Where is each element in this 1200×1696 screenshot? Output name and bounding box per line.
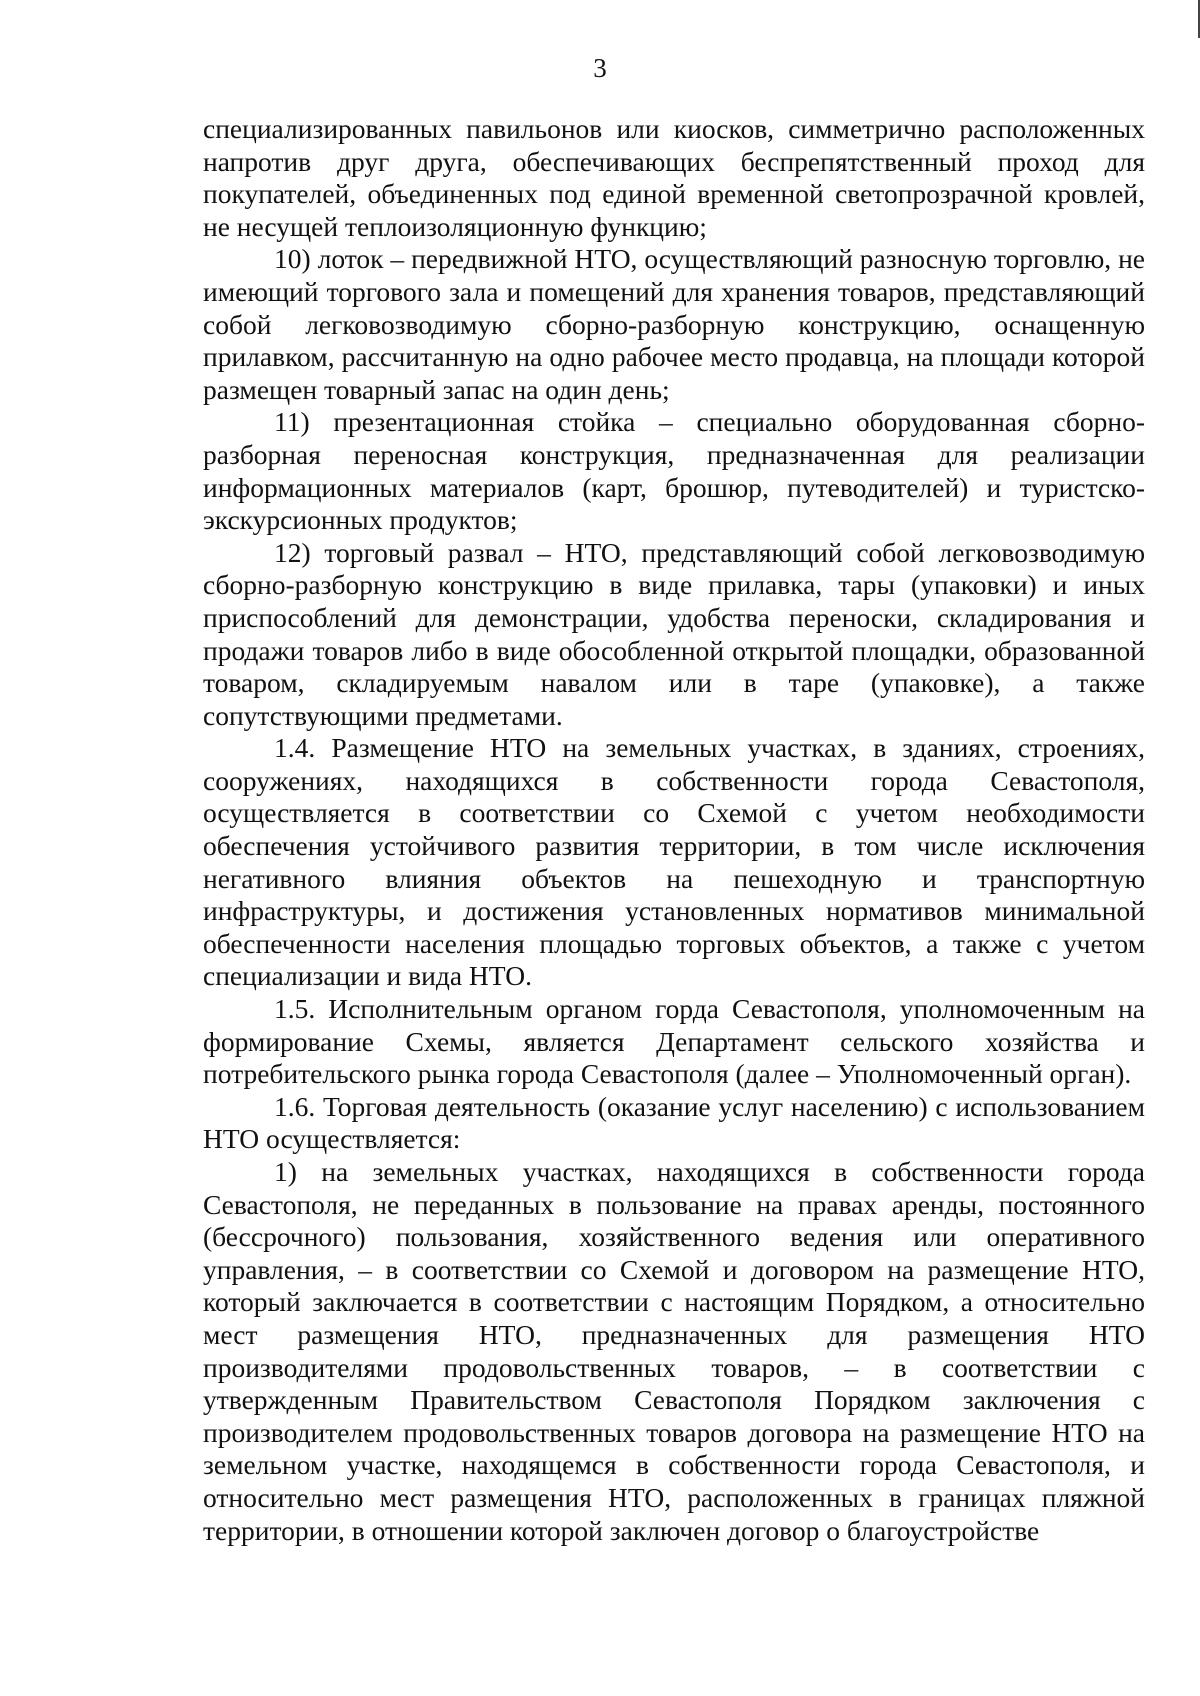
page-number: 3 [593, 53, 607, 83]
paragraph-item-12-trade-stall: 12) торговый развал – НТО, представляющий собой легковозводимую сборно-разборную конструкцию в виде прилавка, тары (упаковки) и иных приспособлений для демонстрации, удобства переноски, складирования и продажи товаров либо в виде обособленной открытой площадки, образованной товаром, складируемым навалом или в таре (упаковке), а также сопутствующими предметами. [203, 536, 1145, 731]
paragraph-item-11-presentation-stand: 11) презентационная стойка – специально оборудованная сборно-разборная переносная конструкция, предназначенная для реализации информационных материалов (карт, брошюр, путеводителей) и туристско-экскурсионных продуктов; [203, 406, 1145, 536]
paragraph-item-10-lotok: 10) лоток – передвижной НТО, осуществляющий разносную торговлю, не имеющий торгового зала и помещений для хранения товаров, представляющий собой легковозводимую сборно-разборную конструкцию, оснащенную прилавком, рассчитанную на одно рабочее место продавца, на площади которой размещен товарный запас на один день; [203, 243, 1145, 405]
paragraph-pavilion-continuation: специализированных павильонов или киосков, симметрично расположенных напротив друг друга, обеспечивающих беспрепятственный проход для покупателей, объединенных под единой временной светопрозрачной кровлей, не несущей теплоизоляционную функцию; [203, 113, 1145, 242]
document-body [203, 113, 1145, 1547]
paragraph-section-1-4: 1.4. Размещение НТО на земельных участках, в зданиях, строениях, сооружениях, находящихся в собственности города Севастополя, осуществляется в соответствии со Схемой с учетом необходимости обеспечения устойчивого развития территории, в том числе исключения негативного влияния объектов на пешеходную и транспортную инфраструктуры, и достижения установленных нормативов минимальной обеспеченности населения площадью торговых объектов, а также с учетом специализации и вида НТО. [203, 732, 1145, 992]
paragraph-section-1-5: 1.5. Исполнительным органом горда Севастополя, уполномоченным на формирование Схемы, является Департамент сельского хозяйства и потребительского рынка города Севастополя (далее – Уполномоченный орган). [203, 993, 1145, 1090]
paragraph-section-1-6-item-1: 1) на земельных участках, находящихся в собственности города Севастополя, не переданных в пользование на правах аренды, постоянного (бессрочного) пользования, хозяйственного ведения или оперативного управления, – в соответствии со Схемой и договором на размещение НТО, который заключается в соответствии с настоящим Порядком, а относительно мест размещения НТО, предназначенных для размещения НТО производителями продовольственных товаров, – в соответствии с утвержденным Правительством Севастополя Порядком заключения с производителем продовольственных товаров договора на размещение НТО на земельном участке, находящемся в собственности города Севастополя, и относительно мест размещения НТО, расположенных в границах пляжной территории, в отношении которой заключен договор о благоустройстве [203, 1156, 1145, 1546]
paragraph-section-1-6: 1.6. Торговая деятельность (оказание услуг населению) с использованием НТО осуществляется: [203, 1090, 1145, 1155]
